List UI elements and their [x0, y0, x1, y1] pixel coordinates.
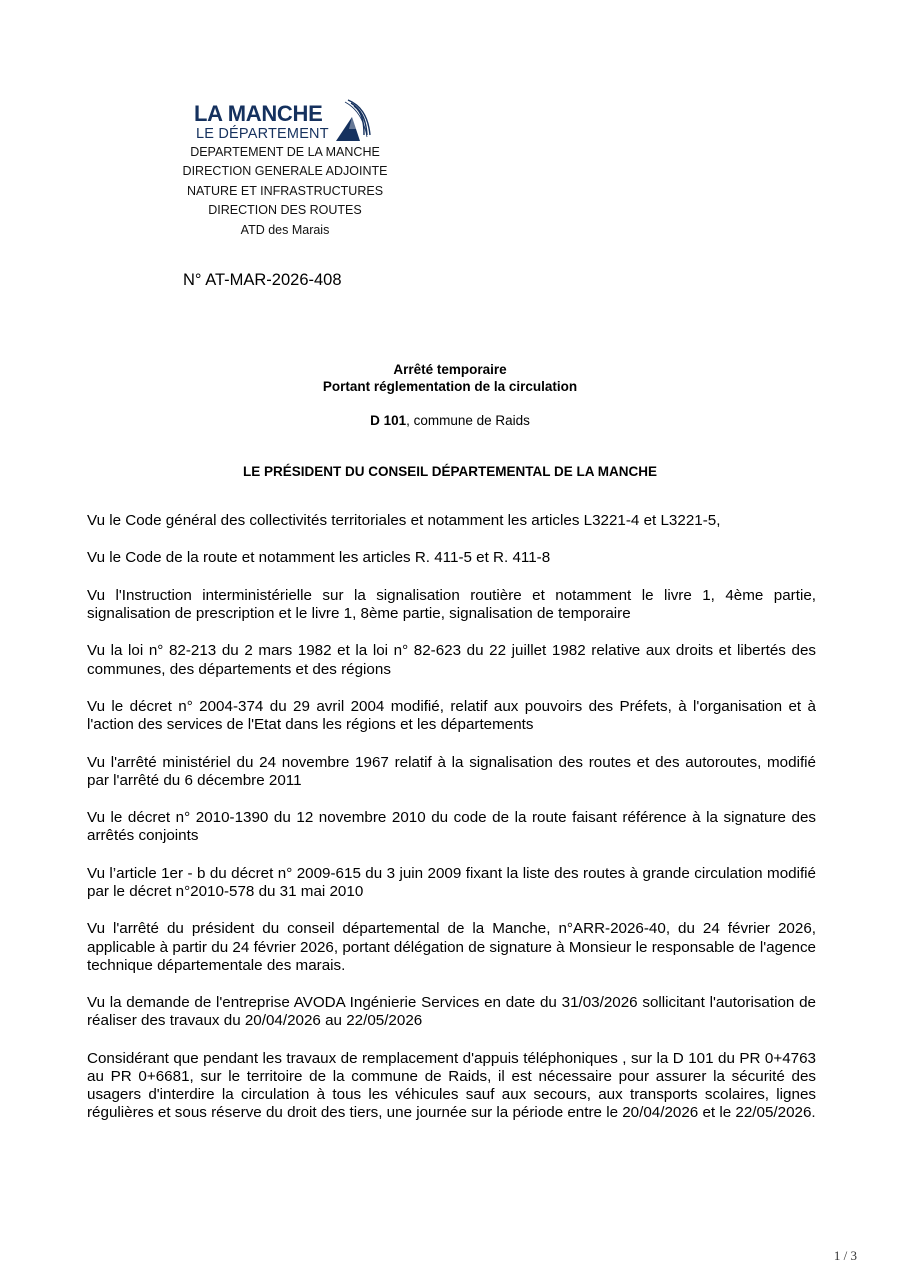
whereas-paragraph: Vu la loi n° 82-213 du 2 mars 1982 et la loi n° 82-623 du 22 juillet 1982 relative aux droits et libertés des communes, des départements et des régions [87, 642, 816, 678]
department-logo [194, 97, 384, 143]
considering-paragraph: Considérant que pendant les travaux de remplacement d'appuis téléphoniques , sur la D 101 du PR 0+4763 au PR 0+6681, sur le territoire de la commune de Raids, il est nécessaire pour assurer la sécurité des usagers d'interdire la circulation à tous les véhicules sauf aux secours, aux transports scolaires, lignes régulières et sous réserve du droit des tiers, une journée sur la période entre le 20/04/2026 et le 22/05/2026. [87, 1049, 816, 1122]
service-line: ATD des Marais [240, 222, 330, 237]
road-location [0, 413, 900, 428]
decree-subtitle: Portant réglementation de la circulation [322, 379, 578, 394]
service-line: DIRECTION GENERALE ADJOINTE [182, 164, 388, 179]
whereas-paragraph: Vu le Code général des collectivités territoriales et notamment les articles L3221-4 et L3221-5, [87, 512, 721, 529]
logo-title: LA MANCHE [194, 101, 323, 126]
whereas-paragraph: Vu l'Instruction interministérielle sur la signalisation routière et notamment le livre 1, 4ème partie, signalisation de prescription et le livre 1, 8ème partie, signalisation de temporaire [87, 586, 816, 622]
road-name: D 101 [370, 413, 407, 428]
whereas-paragraph: Vu la demande de l'entreprise AVODA Ingénierie Services en date du 31/03/2026 sollicitant l'autorisation de réaliser des travaux du 20/04/2026 au 22/05/2026 [87, 994, 816, 1030]
service-line: DEPARTEMENT DE LA MANCHE [190, 145, 380, 159]
logo-sail-icon [334, 97, 380, 143]
whereas-paragraph: Vu l'arrêté ministériel du 24 novembre 1967 relatif à la signalisation des routes et des autoroutes, modifié par l'arrêté du 6 décembre 2011 [87, 753, 816, 789]
decree-reference: N° AT-MAR-2026-408 [183, 271, 342, 289]
logo-subtitle: LE DÉPARTEMENT [196, 126, 329, 142]
service-line: NATURE ET INFRASTRUCTURES [186, 183, 384, 198]
whereas-paragraph: Vu l’article 1er - b du décret n° 2009-615 du 3 juin 2009 fixant la liste des routes à grande circulation modifié par le décret n°2010-578 du 31 mai 2010 [87, 864, 816, 900]
whereas-paragraph: Vu le décret n° 2004-374 du 29 avril 2004 modifié, relatif aux pouvoirs des Préfets, à l'organisation et à l'action des services de l'Etat dans les régions et les départements [87, 697, 816, 734]
decree-body [87, 512, 816, 1142]
whereas-paragraph: Vu l'arrêté du président du conseil départemental de la Manche, n°ARR-2026-40, du 24 février 2026, applicable à partir du 24 février 2026, portant délégation de signature à Monsieur le responsable de l'agence technique départementale des marais. [87, 920, 816, 974]
authority-heading: LE PRÉSIDENT DU CONSEIL DÉPARTEMENTAL DE LA MANCHE [242, 464, 658, 479]
page-number: 1 / 3 [833, 1248, 857, 1263]
issuing-service-block [160, 143, 410, 240]
whereas-paragraph: Vu le Code de la route et notamment les articles R. 411-5 et R. 411-8 [87, 549, 551, 567]
decree-title: Arrêté temporaire [393, 362, 507, 377]
road-commune: , commune de Raids [406, 413, 530, 428]
service-line: DIRECTION DES ROUTES [208, 203, 362, 218]
whereas-paragraph: Vu le décret n° 2010-1390 du 12 novembre 2010 du code de la route faisant référence à la signature des arrêtés conjoints [87, 809, 816, 845]
